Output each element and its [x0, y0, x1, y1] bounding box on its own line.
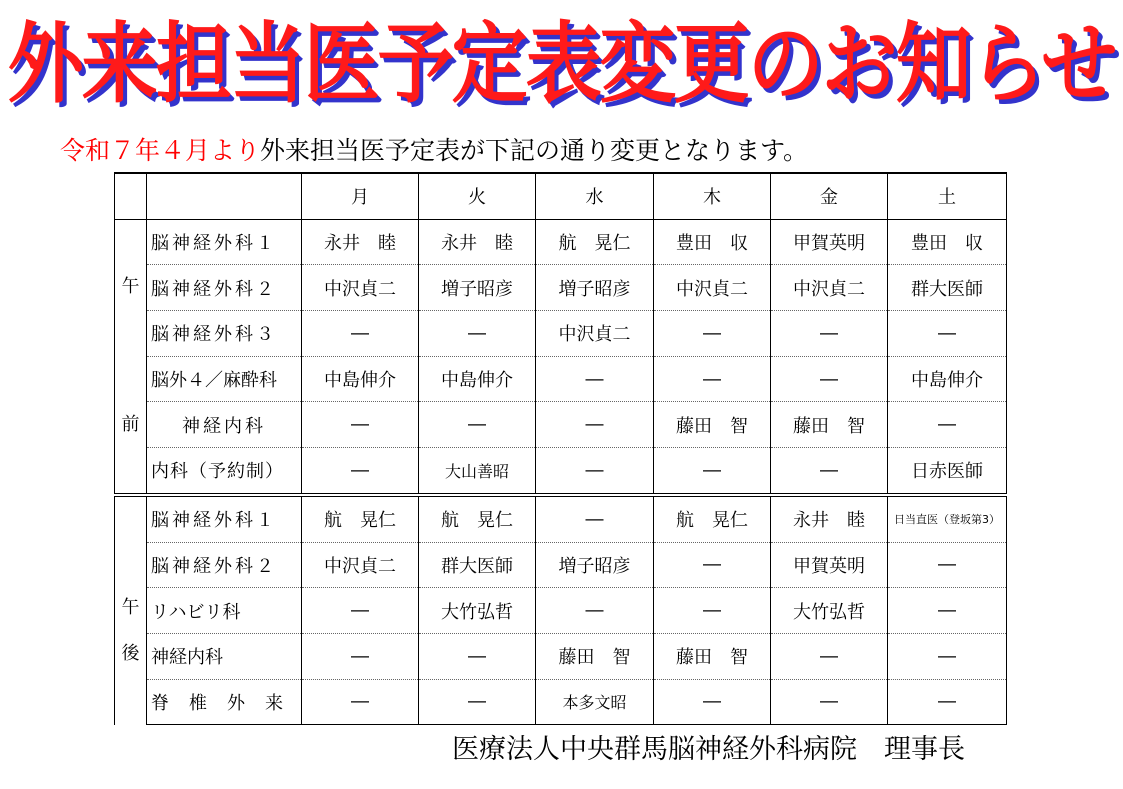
- doctor-cell: ―: [888, 679, 1007, 725]
- doctor-cell: 大山善昭: [419, 448, 536, 495]
- department-cell: 脳神経外科１: [147, 495, 302, 542]
- doctor-cell: ―: [771, 633, 888, 679]
- day-header: 金: [771, 173, 888, 219]
- doctor-cell: 豊田 収: [888, 219, 1007, 265]
- doctor-cell: 航 晃仁: [419, 495, 536, 542]
- doctor-cell: ―: [302, 311, 419, 357]
- doctor-cell: ―: [654, 679, 771, 725]
- schedule-table: [114, 172, 1007, 725]
- doctor-cell: ―: [536, 448, 654, 495]
- doctor-cell: 中沢貞二: [771, 265, 888, 311]
- doctor-cell: 中島伸介: [302, 356, 419, 402]
- doctor-cell: ―: [888, 311, 1007, 357]
- period-char: 後: [121, 642, 140, 664]
- doctor-cell: ―: [419, 402, 536, 448]
- department-cell: 内科（予約制）: [147, 448, 302, 495]
- doctor-cell: ―: [302, 402, 419, 448]
- day-header: 土: [888, 173, 1007, 219]
- table-row: [115, 265, 1007, 311]
- period-afternoon-label: [115, 495, 147, 725]
- department-cell: 脊 椎 外 来: [147, 679, 302, 725]
- day-header: 水: [536, 173, 654, 219]
- doctor-cell: ―: [419, 679, 536, 725]
- doctor-cell: 中沢貞二: [536, 311, 654, 357]
- subtitle-text: 外来担当医予定表が下記の通り変更となります。: [260, 136, 809, 165]
- doctor-cell: ―: [536, 588, 654, 634]
- table-row: [115, 633, 1007, 679]
- doctor-cell: 増子昭彦: [536, 542, 654, 588]
- doctor-cell: 群大医師: [419, 542, 536, 588]
- doctor-cell: ―: [888, 542, 1007, 588]
- notice-title: 外来担当医予定表変更のお知らせ: [7, 12, 1116, 115]
- doctor-cell: 増子昭彦: [419, 265, 536, 311]
- doctor-cell: 中島伸介: [419, 356, 536, 402]
- header-row: [115, 173, 1007, 219]
- table-row: [115, 588, 1007, 634]
- doctor-cell: 豊田 収: [654, 219, 771, 265]
- table-row: [115, 356, 1007, 402]
- doctor-cell: ―: [888, 633, 1007, 679]
- table-row: [115, 448, 1007, 495]
- doctor-cell: 日当直医（登坂第3）: [888, 495, 1007, 542]
- department-cell: 脳神経外科２: [147, 265, 302, 311]
- doctor-cell: ―: [536, 356, 654, 402]
- table-row: [115, 219, 1007, 265]
- notice-subtitle: [60, 133, 808, 169]
- doctor-cell: ―: [536, 402, 654, 448]
- doctor-cell: ―: [302, 679, 419, 725]
- doctor-cell: 永井 睦: [302, 219, 419, 265]
- doctor-cell: ―: [771, 448, 888, 495]
- doctor-cell: ―: [302, 448, 419, 495]
- doctor-cell: 中沢貞二: [302, 542, 419, 588]
- doctor-cell: 中沢貞二: [654, 265, 771, 311]
- doctor-cell: 中島伸介: [888, 356, 1007, 402]
- doctor-cell: 本多文昭: [536, 679, 654, 725]
- doctor-cell: 永井 睦: [771, 495, 888, 542]
- table-row: [115, 542, 1007, 588]
- day-header: 月: [302, 173, 419, 219]
- department-cell: 神経内科: [147, 402, 302, 448]
- doctor-cell: ―: [302, 633, 419, 679]
- effective-date: 令和７年４月より: [60, 136, 261, 165]
- department-cell: リハビリ科: [147, 588, 302, 634]
- doctor-cell: 大竹弘哲: [771, 588, 888, 634]
- doctor-cell: 中沢貞二: [302, 265, 419, 311]
- period-char: 前: [121, 414, 140, 436]
- doctor-cell: ―: [419, 633, 536, 679]
- doctor-cell: 永井 睦: [419, 219, 536, 265]
- doctor-cell: 甲賀英明: [771, 219, 888, 265]
- table-row: [115, 402, 1007, 448]
- department-cell: 脳神経外科２: [147, 542, 302, 588]
- doctor-cell: 航 晃仁: [536, 219, 654, 265]
- doctor-cell: ―: [302, 588, 419, 634]
- department-cell: 脳神経外科１: [147, 219, 302, 265]
- doctor-cell: 日赤医師: [888, 448, 1007, 495]
- table-row: [115, 495, 1007, 542]
- day-header: 木: [654, 173, 771, 219]
- doctor-cell: 航 晃仁: [654, 495, 771, 542]
- signature: 医療法人中央群馬脳神経外科病院 理事長: [452, 734, 965, 765]
- doctor-cell: ―: [654, 311, 771, 357]
- doctor-cell: 航 晃仁: [302, 495, 419, 542]
- period-char: 午: [121, 276, 140, 298]
- doctor-cell: 大竹弘哲: [419, 588, 536, 634]
- department-cell: 神経内科: [147, 633, 302, 679]
- doctor-cell: ―: [536, 495, 654, 542]
- doctor-cell: 藤田 智: [654, 633, 771, 679]
- doctor-cell: ―: [771, 356, 888, 402]
- corner-cell: [115, 173, 147, 219]
- doctor-cell: ―: [654, 448, 771, 495]
- doctor-cell: 藤田 智: [654, 402, 771, 448]
- table-row: [115, 679, 1007, 725]
- doctor-cell: 甲賀英明: [771, 542, 888, 588]
- day-header: 火: [419, 173, 536, 219]
- doctor-cell: ―: [654, 588, 771, 634]
- doctor-cell: ―: [654, 542, 771, 588]
- doctor-cell: 藤田 智: [536, 633, 654, 679]
- department-cell: 脳外４／麻酔科: [147, 356, 302, 402]
- doctor-cell: ―: [654, 356, 771, 402]
- table-row: [115, 311, 1007, 357]
- corner-cell: [147, 173, 302, 219]
- period-char: 午: [121, 596, 140, 618]
- doctor-cell: 増子昭彦: [536, 265, 654, 311]
- period-morning-label: [115, 219, 147, 495]
- doctor-cell: 藤田 智: [771, 402, 888, 448]
- doctor-cell: ―: [771, 679, 888, 725]
- doctor-cell: ―: [419, 311, 536, 357]
- department-cell: 脳神経外科３: [147, 311, 302, 357]
- doctor-cell: ―: [888, 402, 1007, 448]
- doctor-cell: ―: [888, 588, 1007, 634]
- doctor-cell: 群大医師: [888, 265, 1007, 311]
- doctor-cell: ―: [771, 311, 888, 357]
